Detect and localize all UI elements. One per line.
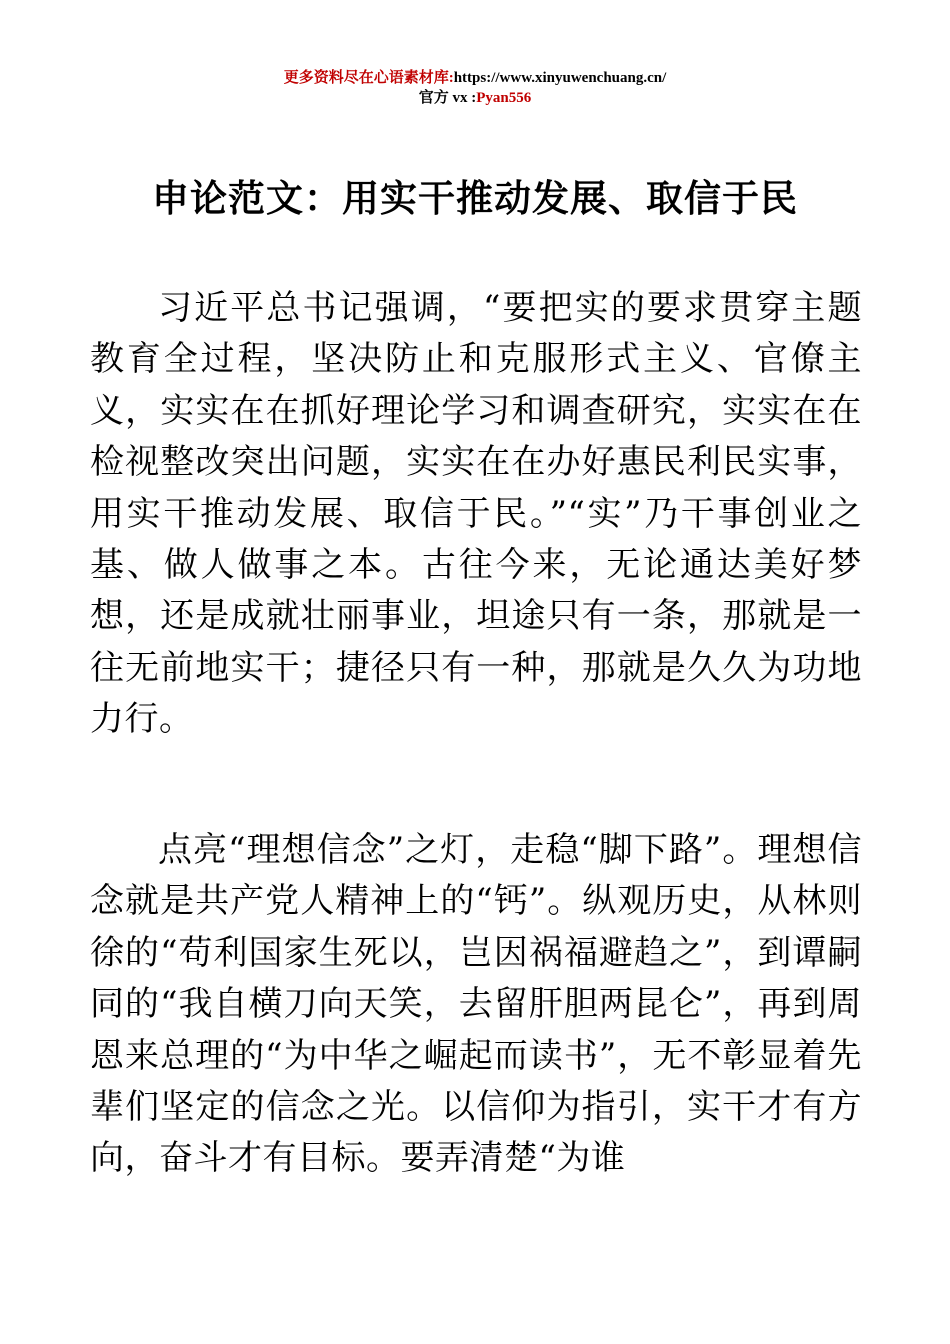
source-header <box>0 68 950 108</box>
wechat-label: 官方 vx : <box>418 90 477 106</box>
source-line-1 <box>0 68 950 88</box>
source-url-link[interactable]: https://www.xinyuwenchuang.cn/ <box>453 70 667 86</box>
source-label: 更多资料尽在心语素材库: <box>283 70 454 86</box>
wechat-id: Pyan556 <box>476 90 532 106</box>
body-paragraph-2: 点亮“理想信念”之灯，走稳“脚下路”。理想信念就是共产党人精神上的“钙”。纵观历史，从林则徐的“苟利国家生死以，岂因祸福避趋之”，到谭嗣同的“我自横刀向天笑，去留肝胆两昆仑”，再到周恩来总理的“为中华之崛起而读书”，无不彰显着先辈们坚定的信念之光。以信仰为指引，实干才有方向，奋斗才有目标。要弄清楚“为谁 <box>90 830 862 1179</box>
source-line-2 <box>0 88 950 108</box>
document-title: 申论范文：用实干推动发展、取信于民 <box>152 177 798 220</box>
body-paragraph-1: 习近平总书记强调，“要把实的要求贯穿主题教育全过程，坚决防止和克服形式主义、官僚主义，实实在在抓好理论学习和调查研究，实实在在检视整改突出问题，实实在在办好惠民利民实事，用实干推动发展、取信于民。”“实”乃干事创业之基、做人做事之本。古往今来，无论通达美好梦想，还是成就壮丽事业，坦途只有一条，那就是一往无前地实干；捷径只有一种，那就是久久为功地力行。 <box>90 288 862 740</box>
